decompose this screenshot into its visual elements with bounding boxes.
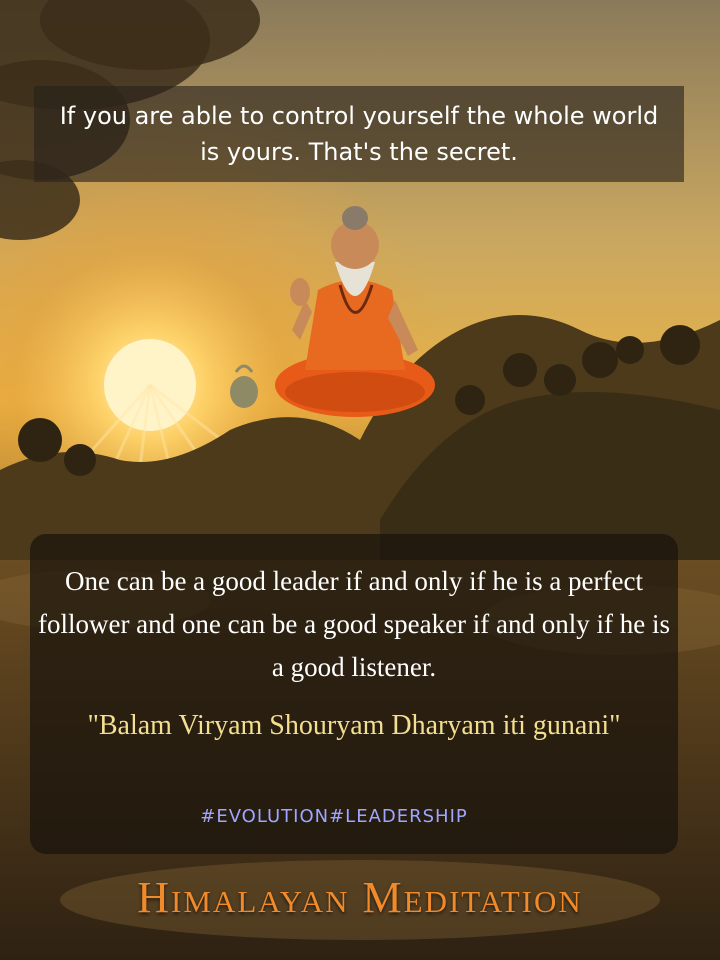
top-quote-banner <box>34 86 684 182</box>
mantra-text: "Balam Viryam Shouryam Dharyam iti gunani" <box>87 710 621 741</box>
brand-title: Himalayan Meditation <box>137 873 583 922</box>
top-quote: If you are able to control yourself the whole world is yours. That's the secret. <box>59 102 659 166</box>
main-quote: One can be a good leader if and only if he is a perfect follower and one can be a good speaker if and only if he is a good listener. <box>37 566 671 682</box>
hashtags: #EVOLUTION#LEADERSHIP <box>200 806 468 827</box>
